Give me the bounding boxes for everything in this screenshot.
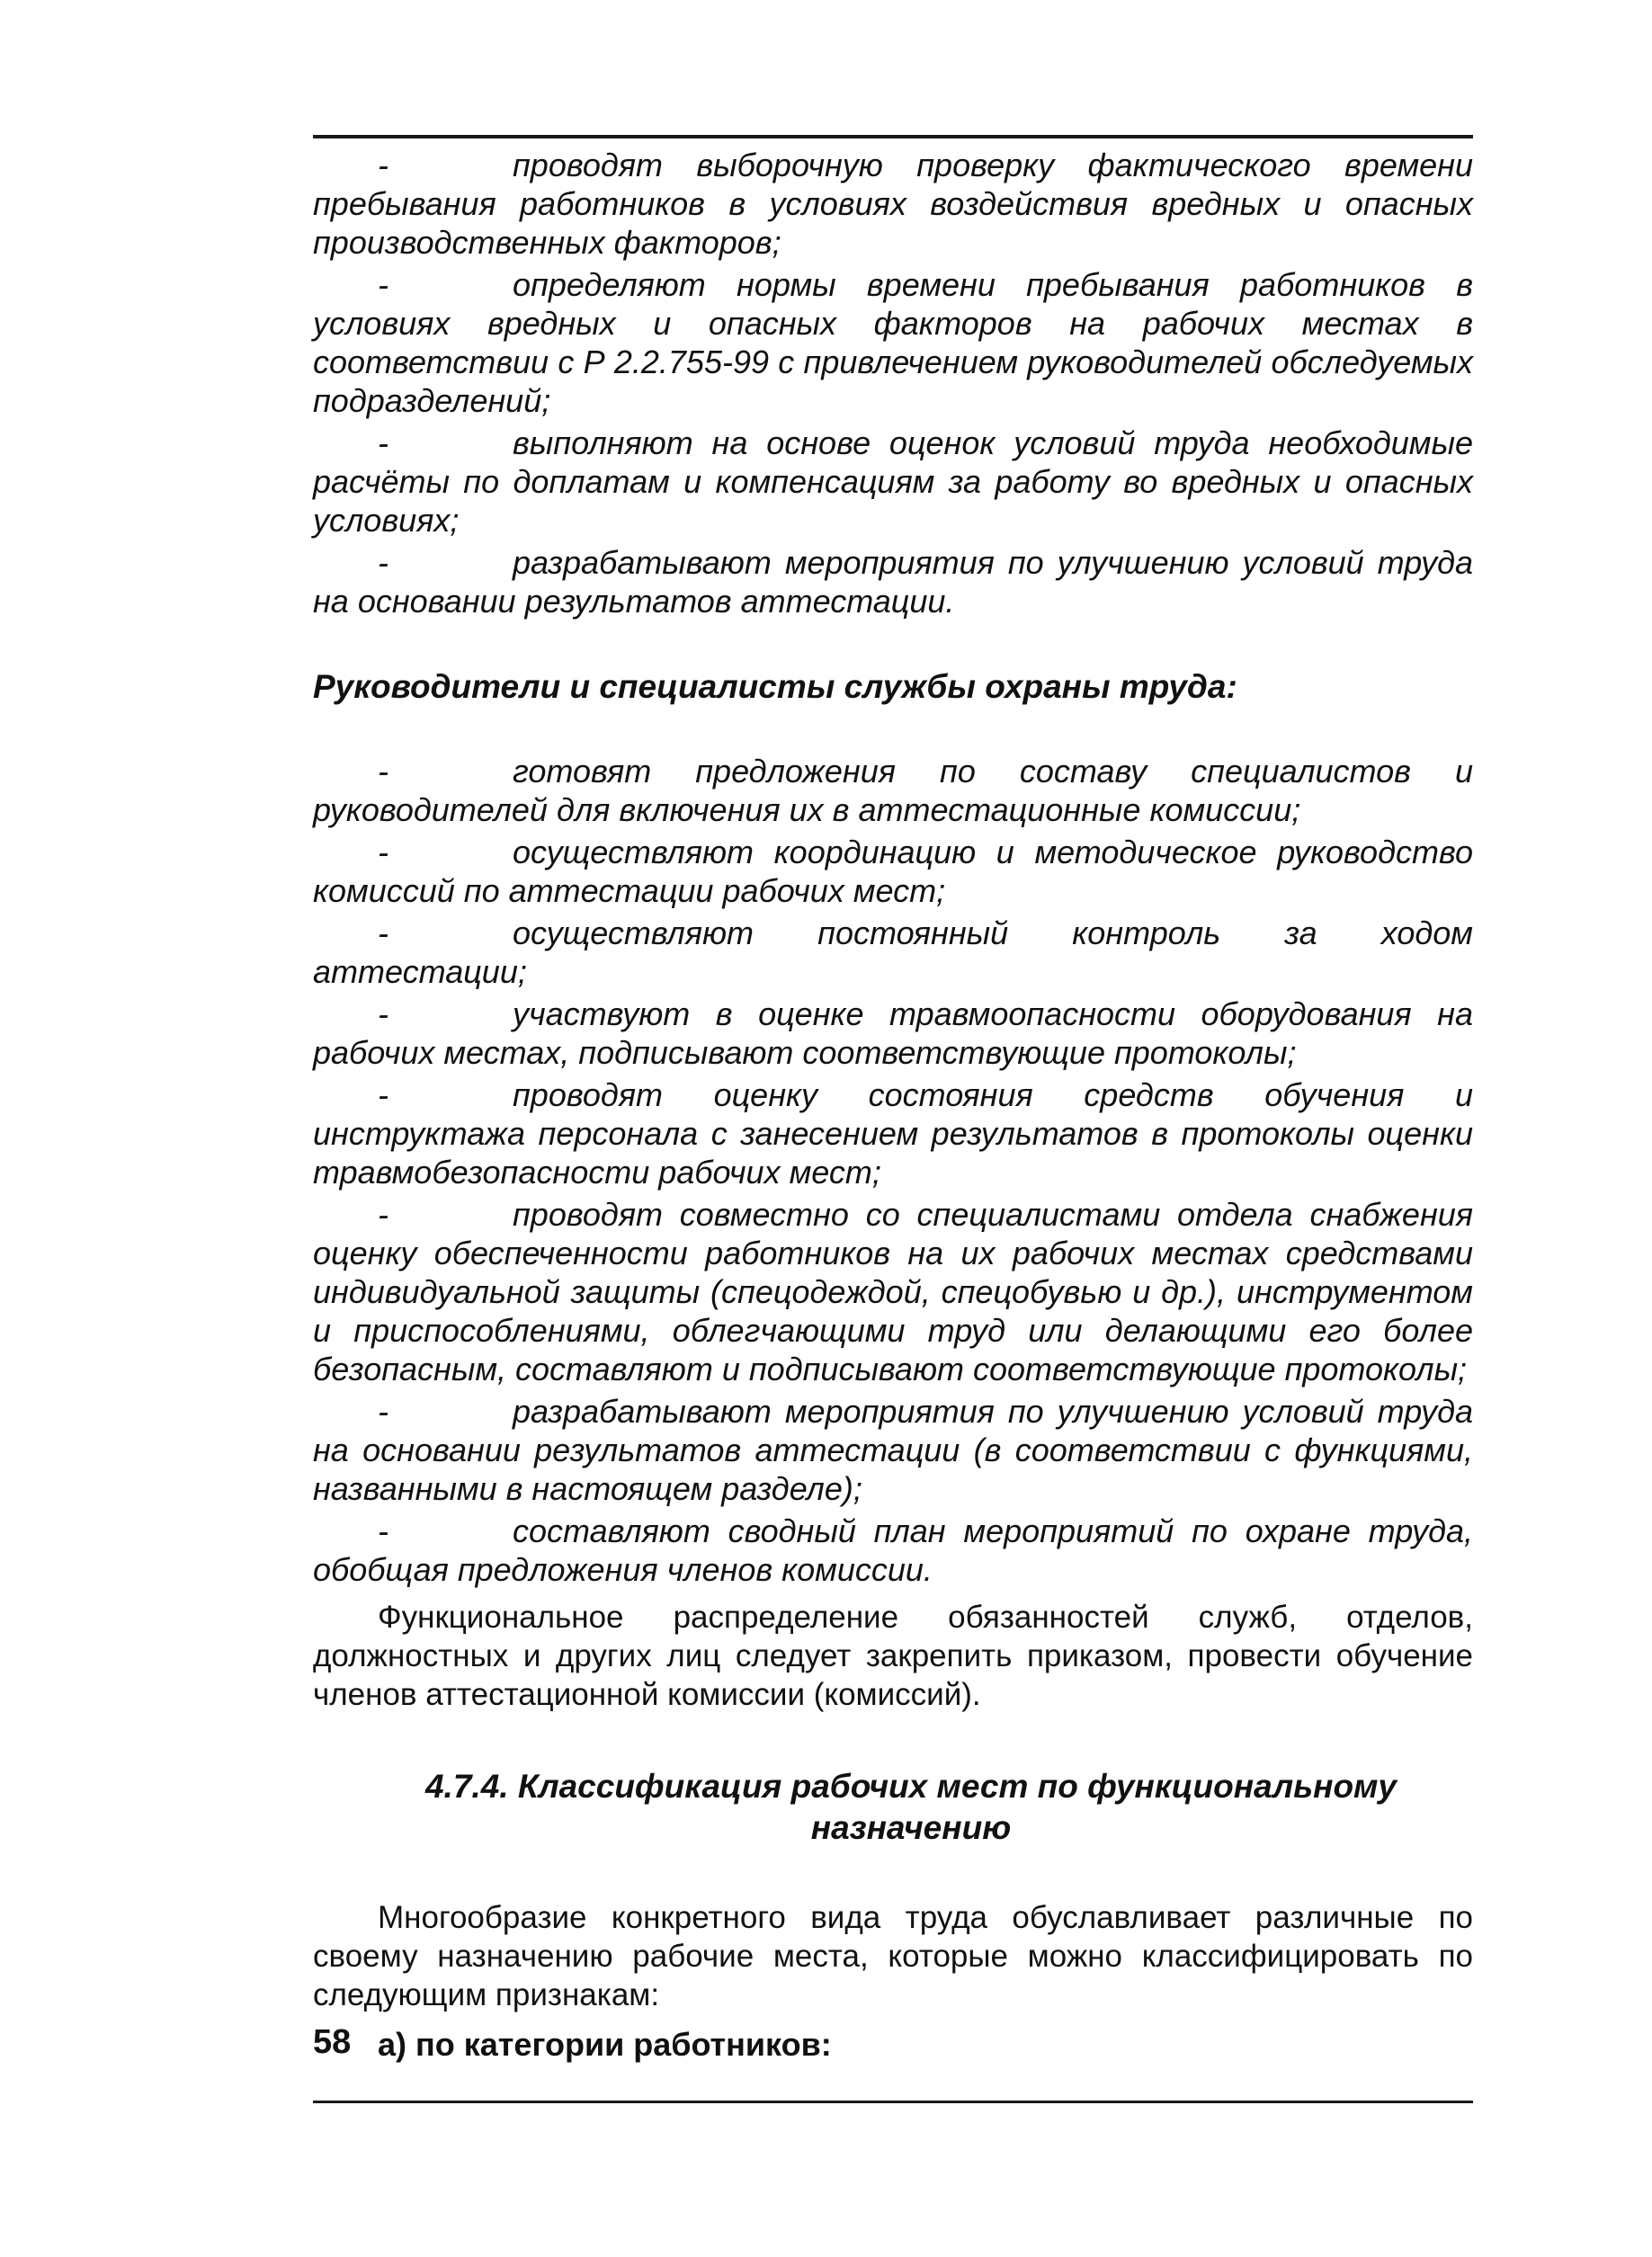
list-dash: - — [378, 1393, 388, 1430]
section-title — [313, 1766, 1473, 1849]
list-item — [313, 1195, 1473, 1388]
list-item-text: определяют нормы времени пребывания работников в условиях вредных и опасных факторов на рабочих местах в соответствии с Р 2.2.755-99 с привлечением руководителей обследуемых подразделений; — [313, 266, 1473, 419]
list-dash: - — [378, 1196, 388, 1233]
page-number: 58 — [313, 2023, 352, 2061]
list-item-text: осуществляют постоянный контроль за ходом аттестации; — [313, 914, 1473, 990]
list-dash: - — [378, 834, 388, 870]
list-dash: - — [378, 266, 388, 303]
list-dash: - — [378, 1076, 388, 1113]
list-dash: - — [378, 753, 388, 790]
list-dash: - — [378, 995, 388, 1032]
list-item — [313, 833, 1473, 910]
list-dash: - — [378, 147, 388, 183]
list-item-text: осуществляют координацию и методическое руководство комиссий по аттестации рабочих мест; — [313, 834, 1473, 909]
list-item-text: выполняют на основе оценок условий труда необходимые расчёты по доплатам и компенсациям за работу во вредных и опасных условиях; — [313, 424, 1473, 539]
list-item-text: проводят оценку состояния средств обучения и инструктажа персонала с занесением результатов в протоколы оценки травмобезопасности рабочих мест; — [313, 1076, 1473, 1191]
paragraph-variety: Многообразие конкретного вида труда обуславливает различные по своему назначению рабочие места, которые можно классифицировать по следующим признакам: — [313, 1900, 1473, 2012]
list-item-text: проводят совместно со специалистами отдела снабжения оценку обеспеченности работников на их рабочих местах средствами индивидуальной защиты (спецодеждой, спецобувью и др.), инструментом и приспособлениями, облегчающими труд или делающими его более безопасным, составляют и подписывают соответствующие протоколы; — [313, 1196, 1473, 1387]
list-item — [313, 752, 1473, 829]
list-item-text: разрабатывают мероприятия по улучшению условий труда на основании результатов аттестации. — [313, 544, 1473, 620]
list-dash: - — [378, 424, 388, 461]
list-item — [313, 1392, 1473, 1508]
list-item — [313, 146, 1473, 262]
list-item — [313, 265, 1473, 420]
subheading-a: а) по категории работников: — [378, 2026, 832, 2063]
section-title-line: 4.7.4. Классификация рабочих мест по функциональному — [424, 1768, 1397, 1805]
list-dash: - — [378, 1512, 388, 1549]
list-item — [313, 1075, 1473, 1191]
list-item — [313, 543, 1473, 620]
list-item — [313, 1512, 1473, 1589]
section-title-line: назначению — [810, 1809, 1012, 1846]
list-item-text: проводят выборочную проверку фактического времени пребывания работников в условиях воздействия вредных и опасных производственных факторов; — [313, 147, 1473, 261]
list-item — [313, 424, 1473, 540]
section-heading: Руководители и специалисты службы охраны труда: — [313, 668, 1237, 705]
list-item — [313, 914, 1473, 991]
list-item-text: готовят предложения по составу специалистов и руководителей для включения их в аттестационные комиссии; — [313, 753, 1473, 828]
paragraph-functional: Функциональное распределение обязанностей служб, отделов, должностных и других лиц следует закрепить приказом, провести обучение членов аттестационной комиссии (комиссий). — [313, 1600, 1473, 1712]
bottom-rule — [313, 2101, 1473, 2103]
list-item-text: разрабатывают мероприятия по улучшению условий труда на основании результатов аттестации (в соответствии с функциями, названными в настоящем разделе); — [313, 1393, 1473, 1507]
list-dash: - — [378, 544, 388, 581]
list-item-text: составляют сводный план мероприятий по охране труда, обобщая предложения членов комиссии. — [313, 1512, 1473, 1588]
page-body — [313, 135, 1473, 2103]
list-item-text: участвуют в оценке травмоопасности оборудования на рабочих местах, подписывают соответствующие протоколы; — [313, 995, 1473, 1071]
list-item — [313, 995, 1473, 1072]
list-dash: - — [378, 914, 388, 951]
top-rule — [313, 135, 1473, 138]
